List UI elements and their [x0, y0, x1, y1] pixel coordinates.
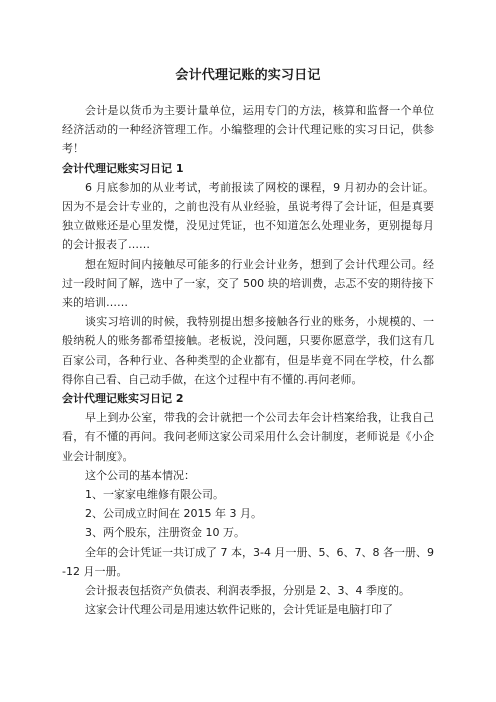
diary-1-paragraph: 6 月底参加的从业考试，考前报读了网校的课程，9 月初办的会计证。因为不是会计专业的，之前也没有从业经验，虽说考得了会计证，但是真要独立做账还是心里发憷，没见过凭证，也不知道怎么处理业务，更别提每月的会计报表了……	[62, 180, 434, 252]
diary-2-list-item: 3、两个股东，注册资金 10 万。	[85, 526, 245, 540]
diary-2-paragraph: 早上到办公室，带我的会计就把一个公司去年会计档案给我，让我自己看，有不懂的再问。我问老师这家公司采用什么会计制度，老师说是《小企业会计制度》。	[62, 411, 434, 463]
document-page	[62, 56, 434, 619]
diary-2-paragraph: 会计报表包括资产负债表、利润表季报，分别是 2、3、4 季度的。	[85, 584, 410, 598]
diary-2-paragraph: 这个公司的基本情况：	[85, 468, 195, 482]
diary-2-paragraph: 这家会计代理公司是用速达软件记账的，会计凭证是电脑打印了	[85, 603, 393, 617]
document-title: 会计代理记账的实习日记	[175, 68, 321, 83]
diary-2-list-item: 2、公司成立时间在 2015 年 3 月。	[85, 507, 262, 521]
diary-1-paragraph: 谈实习培训的时候，我特别提出想多接触各行业的账务，小规模的、一般纳税人的账务都希望接触。老板说，没问题，只要你愿意学，我们这有几百家公司，各种行业、各种类型的企业都有，但是毕竟不同在学校，什么都得你自己看、自己动手做，在这个过程中有不懂的.再问老师。	[62, 315, 434, 386]
diary-2-list-item: 1、一家家电维修有限公司。	[85, 488, 224, 502]
diary-2-paragraph: 全年的会计凭证一共订成了 7 本，3-4 月一册、5、6、7、8 各一册、9-12 月一册。	[62, 545, 434, 578]
diary-1-paragraph: 想在短时间内接触尽可能多的行业会计业务，想到了会计代理公司。经过一段时间了解，选中了一家，交了 500 块的培训费，忐忑不安的期待接下来的培训……	[62, 257, 434, 310]
intro-paragraph: 会计是以货币为主要计量单位，运用专门的方法，核算和监督一个单位经济活动的一种经济管理工作。小编整理的会计代理记账的实习日记，供参考！	[62, 104, 434, 156]
diary-1-heading: 会计代理记账实习日记 1	[62, 161, 184, 175]
diary-2-heading: 会计代理记账实习日记 2	[62, 392, 184, 406]
